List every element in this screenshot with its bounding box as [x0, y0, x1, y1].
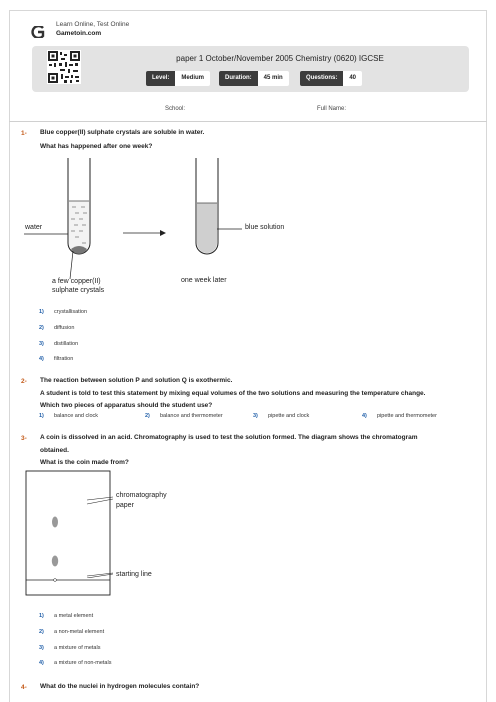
label-chromatography-paper: chromatography [116, 492, 167, 499]
option-number: 4) [362, 413, 367, 419]
label-starting-line: starting line [116, 571, 152, 578]
page-frame [9, 10, 487, 702]
fullname-label: Full Name: [317, 106, 347, 112]
option-number: 2) [39, 325, 44, 331]
label-one-week-later: one week later [181, 277, 227, 284]
option-number: 1) [39, 613, 44, 619]
question-line: The reaction between solution P and solution Q is exothermic. [40, 377, 233, 384]
question-line: What do the nuclei in hydrogen molecules contain? [40, 683, 200, 690]
header-divider [9, 121, 487, 122]
question-number: 3- [21, 435, 27, 442]
option-text[interactable]: pipette and clock [268, 413, 310, 419]
question-line: Which two pieces of apparatus should the student use? [40, 402, 213, 409]
question-line: obtained. [40, 447, 69, 454]
option-text[interactable]: pipette and thermometer [377, 413, 437, 419]
duration-label: Duration: [219, 71, 258, 86]
option-text[interactable]: a mixture of non-metals [54, 660, 112, 666]
question-line: A student is told to test this statement by mixing equal volumes of the two solutions and measuring the temperature change. [40, 390, 426, 397]
level-label: Level: [146, 71, 175, 86]
option-number: 2) [145, 413, 150, 419]
option-number: 2) [39, 629, 44, 635]
label-chromatography-paper: paper [116, 502, 134, 509]
option-number: 3) [253, 413, 258, 419]
option-text[interactable]: distillation [54, 341, 79, 347]
label-blue-solution: blue solution [245, 224, 285, 231]
option-number: 1) [39, 309, 44, 315]
option-number: 3) [39, 341, 44, 347]
question-number: 2- [21, 378, 27, 385]
level-value: Medium [175, 71, 210, 86]
questions-chip [300, 71, 362, 86]
duration-chip [219, 71, 289, 86]
label-crystals: a few copper(II) [52, 278, 101, 285]
level-chip [146, 71, 210, 86]
duration-value: 45 min [258, 71, 289, 86]
option-number: 1) [39, 413, 44, 419]
option-text[interactable]: balance and thermometer [160, 413, 223, 419]
option-number: 3) [39, 645, 44, 651]
question-number: 4- [21, 684, 27, 691]
option-number: 4) [39, 356, 44, 362]
option-number: 4) [39, 660, 44, 666]
option-text[interactable]: a non-metal element [54, 629, 105, 635]
questions-label: Questions: [300, 71, 343, 86]
option-text[interactable]: filtration [54, 356, 74, 362]
option-text[interactable]: diffusion [54, 325, 75, 331]
questions-value: 40 [343, 71, 362, 86]
label-crystals: sulphate crystals [52, 287, 105, 294]
option-text[interactable]: balance and clock [54, 413, 99, 419]
brand-tagline: Learn Online, Test Online [56, 21, 130, 28]
question-line: Blue copper(II) sulphate crystals are soluble in water. [40, 129, 205, 136]
option-text[interactable]: crystallisation [54, 309, 88, 315]
question-line: What is the coin made from? [40, 459, 129, 466]
leader-lines-icon [85, 496, 115, 578]
school-label: School: [165, 106, 186, 112]
paper-title: paper 1 October/November 2005 Chemistry (0620) IGCSE [176, 54, 384, 63]
question-number: 1- [21, 130, 27, 137]
option-text[interactable]: a mixture of metals [54, 645, 101, 651]
option-text[interactable]: a metal element [54, 613, 94, 619]
question-line: What has happened after one week? [40, 143, 153, 150]
label-water: water [25, 224, 43, 231]
brand-name[interactable]: Gametoin.com [56, 30, 102, 37]
gametoin-logo-icon [31, 26, 45, 38]
qr-code-icon [47, 50, 81, 84]
question-line: A coin is dissolved in an acid. Chromatography is used to test the solution formed. The diagram shows the chromatogram [40, 434, 418, 441]
